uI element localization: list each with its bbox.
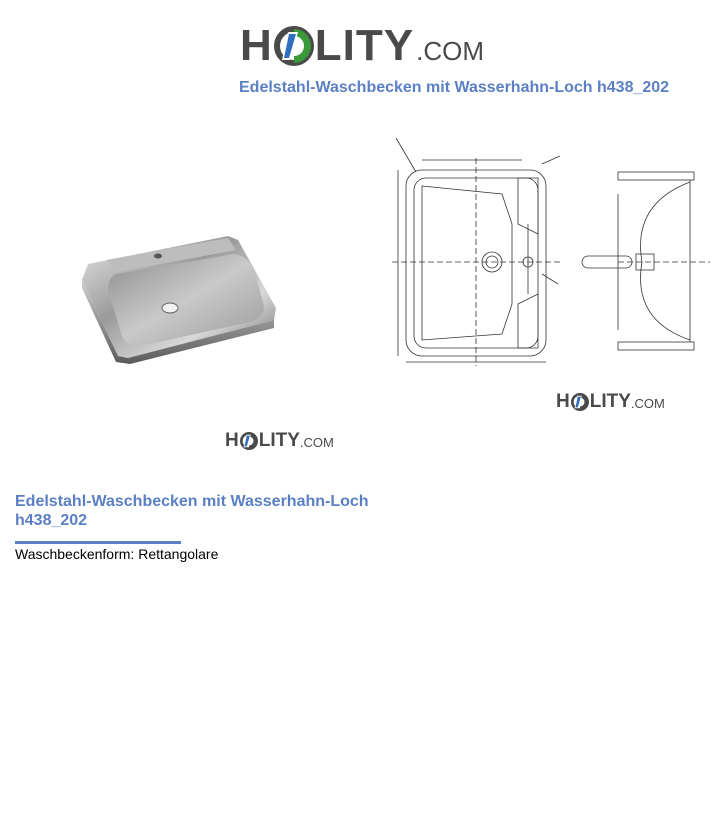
- holity-o-icon: [240, 432, 258, 450]
- holity-logo-small: [225, 431, 334, 451]
- logo-letters-right: LITY: [314, 21, 415, 70]
- holity-logo[interactable]: [240, 12, 485, 68]
- attribute-value: Rettangolare: [138, 546, 219, 562]
- logo-domain: .COM: [416, 36, 484, 66]
- logo-domain: .COM: [630, 396, 665, 411]
- title-divider: [15, 541, 181, 544]
- holity-o-icon: [274, 26, 314, 66]
- holity-o-icon: [571, 393, 589, 411]
- logo-letters-left: H: [240, 21, 273, 70]
- technical-drawing: [392, 134, 710, 366]
- logo-wordmark: [240, 21, 415, 70]
- holity-logo-small: [556, 392, 665, 412]
- logo-wordmark: [225, 431, 300, 451]
- logo-letters-left: H: [225, 430, 239, 451]
- product-title: Edelstahl-Waschbecken mit Wasserhahn-Loch h438_202: [15, 493, 369, 529]
- logo-wordmark: [556, 392, 631, 412]
- page-title: Edelstahl-Waschbecken mit Wasserhahn-Loch h438_202: [239, 79, 670, 96]
- sink-photo: [78, 228, 282, 364]
- product-attribute: [15, 546, 218, 562]
- logo-letters-right: LITY: [258, 430, 300, 451]
- logo-letters-left: H: [556, 391, 570, 412]
- logo-letters-right: LITY: [589, 391, 631, 412]
- attribute-label: Waschbeckenform:: [15, 546, 135, 562]
- logo-domain: .COM: [299, 435, 334, 450]
